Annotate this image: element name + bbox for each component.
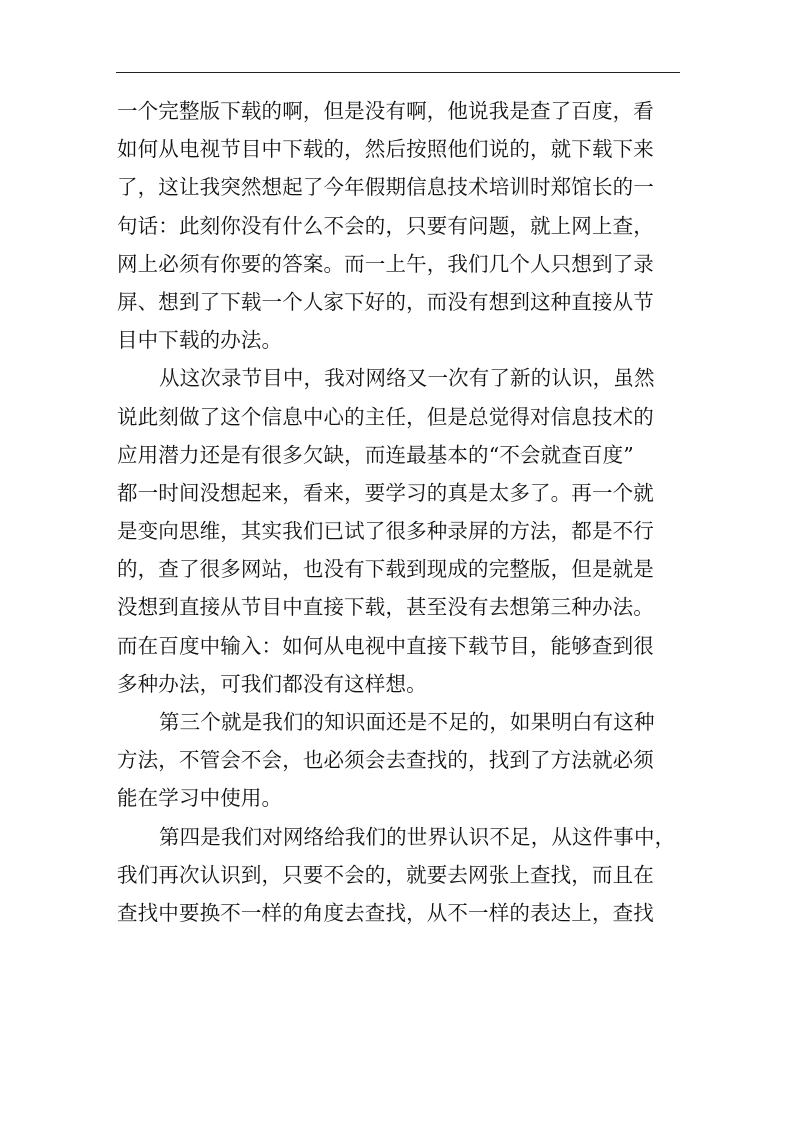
header-rule (116, 72, 680, 73)
paragraph-start-line: 第三个就是我们的知识面还是不足的，如果明白有这种 (159, 710, 655, 734)
text-line: 说此刻做了这个信息中心的主任，但是总觉得对信息技术的 (117, 404, 654, 429)
document-body (117, 92, 681, 932)
text-line: 应用潜力还是有很多欠缺，而连最基本的“不会就查百度” (117, 442, 634, 467)
text-line: 查找中要换不一样的角度去查找，从不一样的表达上，查找 (117, 900, 654, 925)
text-line: 没想到直接从节目中直接下载，甚至没有去想第三种办法。 (117, 595, 654, 620)
paragraph-start-line: 从这次录节目中，我对网络又一次有了新的认识，虽然 (159, 366, 655, 391)
text-line: 是变向思维，其实我们已试了很多种录屏的方法，都是不行 (117, 519, 654, 544)
text-line: 方法，不管会不会，也必须会去查找的，找到了方法就必须 (117, 748, 654, 773)
text-line: 了，这让我突然想起了今年假期信息技术培训时郑馆长的一 (117, 175, 654, 200)
text-line: 目中下载的办法。 (117, 328, 283, 353)
text-line: 而在百度中输入：如何从电视中直接下载节目，能够查到很 (117, 633, 654, 658)
text-line: 一个完整版下载的啊，但是没有啊，他说我是查了百度，看 (117, 99, 654, 123)
text-line: 的，查了很多网站，也没有下载到现成的完整版，但是就是 (117, 557, 654, 582)
text-line: 句话：此刻你没有什么不会的，只要有问题，就上网上查， (117, 213, 654, 238)
text-line: 网上必须有你要的答案。而一上午，我们几个人只想到了录 (117, 251, 654, 276)
paragraph-start-line: 第四是我们对网络给我们的世界认识不足，从这件事中， (159, 824, 676, 849)
text-line: 都一时间没想起来，看来，要学习的真是太多了。再一个就 (117, 480, 654, 505)
text-line: 如何从电视节目中下载的，然后按照他们说的，就下载下来 (117, 137, 654, 162)
text-line: 能在学习中使用。 (117, 786, 283, 811)
text-line: 屏、想到了下载一个人家下好的，而没有想到这种直接从节 (117, 289, 654, 314)
text-line: 我们再次认识到，只要不会的，就要去网张上查找，而且在 (117, 862, 654, 887)
text-line: 多种办法，可我们都没有这样想。 (117, 671, 427, 696)
